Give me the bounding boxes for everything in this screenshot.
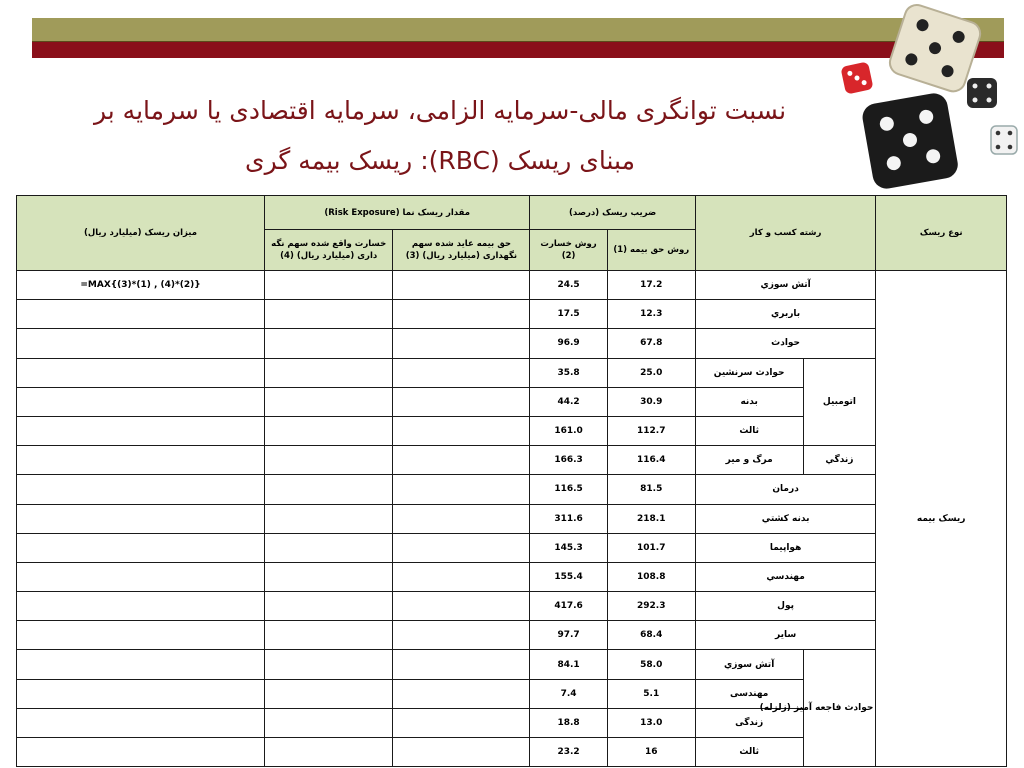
risk-amount-cell <box>17 387 265 416</box>
loss-factor: 23.2 <box>530 738 607 767</box>
premium-earned-cell <box>393 504 530 533</box>
line-of-business: زندگی <box>695 708 803 737</box>
line-of-business: سایر <box>695 621 876 650</box>
premium-earned-cell <box>393 358 530 387</box>
actual-loss-cell <box>265 738 393 767</box>
risk-amount-cell <box>17 504 265 533</box>
loss-factor: 84.1 <box>530 650 607 679</box>
actual-loss-cell <box>265 387 393 416</box>
loss-factor: 24.5 <box>530 271 607 300</box>
premium-earned-cell <box>393 621 530 650</box>
premium-earned-cell <box>393 300 530 329</box>
loss-factor: 96.9 <box>530 329 607 358</box>
premium-earned-cell <box>393 387 530 416</box>
risk-amount-cell <box>17 592 265 621</box>
premium-earned-cell <box>393 679 530 708</box>
risk-amount-cell <box>17 300 265 329</box>
line-of-business: بدنه کشتي <box>695 504 876 533</box>
premium-earned-cell <box>393 650 530 679</box>
header-risk-type: نوع ریسک <box>876 196 1007 271</box>
line-group: اتومبیل <box>803 358 876 446</box>
premium-earned-cell <box>393 475 530 504</box>
risk-formula: =MAX{(3)*(1) , (4)*(2)} <box>17 271 265 300</box>
actual-loss-cell <box>265 271 393 300</box>
loss-factor: 155.4 <box>530 562 607 591</box>
premium-factor: 292.3 <box>607 592 695 621</box>
risk-amount-cell <box>17 358 265 387</box>
premium-factor: 68.4 <box>607 621 695 650</box>
premium-factor: 67.8 <box>607 329 695 358</box>
loss-factor: 7.4 <box>530 679 607 708</box>
loss-factor: 17.5 <box>530 300 607 329</box>
header-premium-method: روش حق بیمه (1) <box>607 230 695 271</box>
actual-loss-cell <box>265 621 393 650</box>
risk-amount-cell <box>17 329 265 358</box>
premium-earned-cell <box>393 708 530 737</box>
premium-factor: 58.0 <box>607 650 695 679</box>
actual-loss-cell <box>265 592 393 621</box>
premium-factor: 12.3 <box>607 300 695 329</box>
premium-factor: 30.9 <box>607 387 695 416</box>
table-row <box>17 329 1007 358</box>
premium-earned-cell <box>393 738 530 767</box>
premium-earned-cell <box>393 562 530 591</box>
premium-earned-cell <box>393 271 530 300</box>
actual-loss-cell <box>265 562 393 591</box>
risk-amount-cell <box>17 738 265 767</box>
line-of-business: مهندسی <box>695 679 803 708</box>
actual-loss-cell <box>265 358 393 387</box>
table-row <box>17 300 1007 329</box>
loss-factor: 18.8 <box>530 708 607 737</box>
table-row <box>17 650 1007 679</box>
line-of-business: حوادث <box>695 329 876 358</box>
header-actual-loss: خسارت واقع شده سهم نگه داری (میلیارد ریال) (4) <box>265 230 393 271</box>
premium-factor: 25.0 <box>607 358 695 387</box>
dice-icon <box>840 2 1017 191</box>
premium-earned-cell <box>393 329 530 358</box>
premium-earned-cell <box>393 592 530 621</box>
actual-loss-cell <box>265 708 393 737</box>
slide-title <box>40 86 840 186</box>
actual-loss-cell <box>265 446 393 475</box>
premium-factor: 16 <box>607 738 695 767</box>
rbc-insurance-risk-table <box>16 195 1007 767</box>
premium-factor: 5.1 <box>607 679 695 708</box>
line-of-business: مرگ و میر <box>695 446 803 475</box>
loss-factor: 145.3 <box>530 533 607 562</box>
loss-factor: 311.6 <box>530 504 607 533</box>
table-row <box>17 504 1007 533</box>
loss-factor: 417.6 <box>530 592 607 621</box>
actual-loss-cell <box>265 300 393 329</box>
table-row <box>17 446 1007 475</box>
table-row <box>17 621 1007 650</box>
risk-type: ریسک بیمه <box>876 271 1007 767</box>
header-loss-method: روش خسارت (2) <box>530 230 607 271</box>
line-group: حوادث فاجعه آمیز (زلزله) <box>803 650 876 767</box>
risk-amount-cell <box>17 650 265 679</box>
loss-factor: 161.0 <box>530 416 607 445</box>
line-of-business: باربري <box>695 300 876 329</box>
line-of-business: ثالث <box>695 416 803 445</box>
dice-illustration <box>835 0 1024 195</box>
header-risk-amount: میزان ریسک (میلیارد ریال) <box>17 196 265 271</box>
slide-title-line-2: مبنای ریسک (RBC): ریسک بیمه گری <box>245 146 635 175</box>
line-of-business: آتش سوزي <box>695 271 876 300</box>
premium-earned-cell <box>393 446 530 475</box>
actual-loss-cell <box>265 329 393 358</box>
table-row <box>17 533 1007 562</box>
actual-loss-cell <box>265 679 393 708</box>
premium-factor: 17.2 <box>607 271 695 300</box>
premium-factor: 218.1 <box>607 504 695 533</box>
table-row <box>17 358 1007 387</box>
line-of-business: هواپیما <box>695 533 876 562</box>
premium-factor: 116.4 <box>607 446 695 475</box>
line-group: زندگي <box>803 446 876 475</box>
actual-loss-cell <box>265 475 393 504</box>
header-line-of-business: رشته کسب و کار <box>695 196 876 271</box>
table-row <box>17 475 1007 504</box>
actual-loss-cell <box>265 533 393 562</box>
slide-title-line-1: نسبت توانگری مالی-سرمایه الزامی، سرمایه اقتصادی یا سرمایه بر <box>93 96 787 125</box>
line-of-business: آتش سوزي <box>695 650 803 679</box>
line-of-business: حوادث سرنشین <box>695 358 803 387</box>
risk-amount-cell <box>17 562 265 591</box>
risk-amount-cell <box>17 533 265 562</box>
risk-amount-cell <box>17 475 265 504</box>
premium-factor: 13.0 <box>607 708 695 737</box>
premium-factor: 112.7 <box>607 416 695 445</box>
line-of-business: بدنه <box>695 387 803 416</box>
actual-loss-cell <box>265 416 393 445</box>
premium-factor: 108.8 <box>607 562 695 591</box>
premium-earned-cell <box>393 416 530 445</box>
table-row <box>17 562 1007 591</box>
risk-amount-cell <box>17 446 265 475</box>
line-of-business: درمان <box>695 475 876 504</box>
actual-loss-cell <box>265 650 393 679</box>
risk-amount-cell <box>17 708 265 737</box>
premium-factor: 101.7 <box>607 533 695 562</box>
loss-factor: 166.3 <box>530 446 607 475</box>
risk-amount-cell <box>17 679 265 708</box>
risk-amount-cell <box>17 416 265 445</box>
actual-loss-cell <box>265 504 393 533</box>
loss-factor: 44.2 <box>530 387 607 416</box>
table-row <box>17 271 1007 300</box>
header-premium-earned: حق بیمه عاید شده سهم نگهداری (میلیارد ریال) (3) <box>393 230 530 271</box>
loss-factor: 116.5 <box>530 475 607 504</box>
line-of-business: مهندسي <box>695 562 876 591</box>
premium-earned-cell <box>393 533 530 562</box>
premium-factor: 81.5 <box>607 475 695 504</box>
table-row <box>17 592 1007 621</box>
loss-factor: 35.8 <box>530 358 607 387</box>
loss-factor: 97.7 <box>530 621 607 650</box>
risk-amount-cell <box>17 621 265 650</box>
header-risk-factor: ضریب ریسک (درصد) <box>530 196 695 230</box>
line-of-business: پول <box>695 592 876 621</box>
line-of-business: ثالث <box>695 738 803 767</box>
header-exposure: مقدار ریسک نما (Risk Exposure) <box>265 196 530 230</box>
